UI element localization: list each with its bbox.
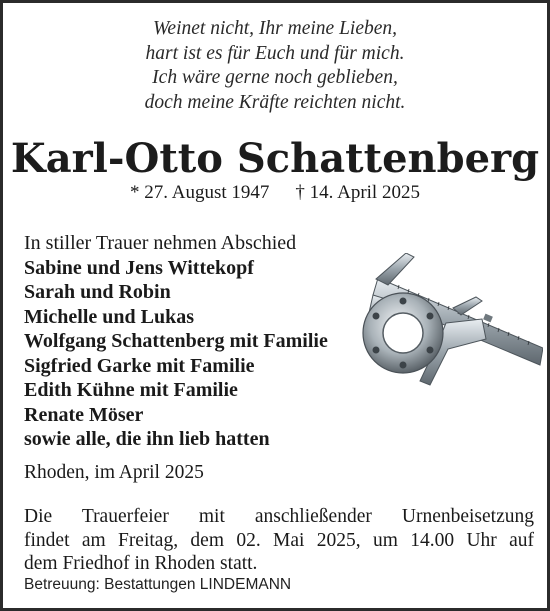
mourners-intro: In stiller Trauer nehmen Abschied (24, 232, 297, 254)
funeral-details (24, 505, 534, 576)
death-date: † 14. April 2025 (295, 182, 420, 203)
place-and-date: Rhoden, im April 2025 (24, 462, 204, 483)
funeral-details-line: findet am Freitag, dem 02. Mai 2025, um 14.00 Uhr auf (24, 529, 534, 551)
caliper-with-flange-icon (358, 253, 543, 403)
poem-line: doch meine Kräfte reichten nicht. (144, 91, 406, 113)
deceased-name: Karl-Otto Schattenberg (10, 135, 540, 182)
poem-line: Ich wäre gerne noch geblieben, (152, 67, 398, 88)
funeral-home-credit: Betreuung: Bestattungen LINDEMANN (24, 576, 292, 593)
poem-line: Weinet nicht, Ihr meine Lieben, (152, 18, 398, 39)
birth-date: * 27. August 1947 (130, 182, 270, 203)
mourner-name: Edith Kühne mit Familie (24, 379, 238, 401)
poem-line: hart ist es für Euch und für mich. (145, 42, 405, 64)
funeral-details-line: dem Friedhof in Rhoden statt. (24, 553, 258, 574)
life-dates (3, 181, 547, 205)
mourners-list (24, 231, 328, 452)
mourner-name: Sigfried Garke mit Familie (24, 354, 255, 377)
funeral-details-line: Die Trauerfeier mit anschließender Urnenbeisetzung (24, 506, 534, 527)
mourner-name: sowie alle, die ihn lieb hatten (24, 428, 270, 450)
memorial-poem (3, 17, 547, 115)
mourner-name: Wolfgang Schattenberg mit Familie (24, 330, 328, 352)
mourner-name: Renate Möser (24, 403, 144, 426)
mourner-name: Michelle und Lukas (24, 305, 195, 328)
mourner-name: Sarah und Robin (24, 281, 171, 303)
mourner-name: Sabine und Jens Wittekopf (24, 256, 254, 279)
